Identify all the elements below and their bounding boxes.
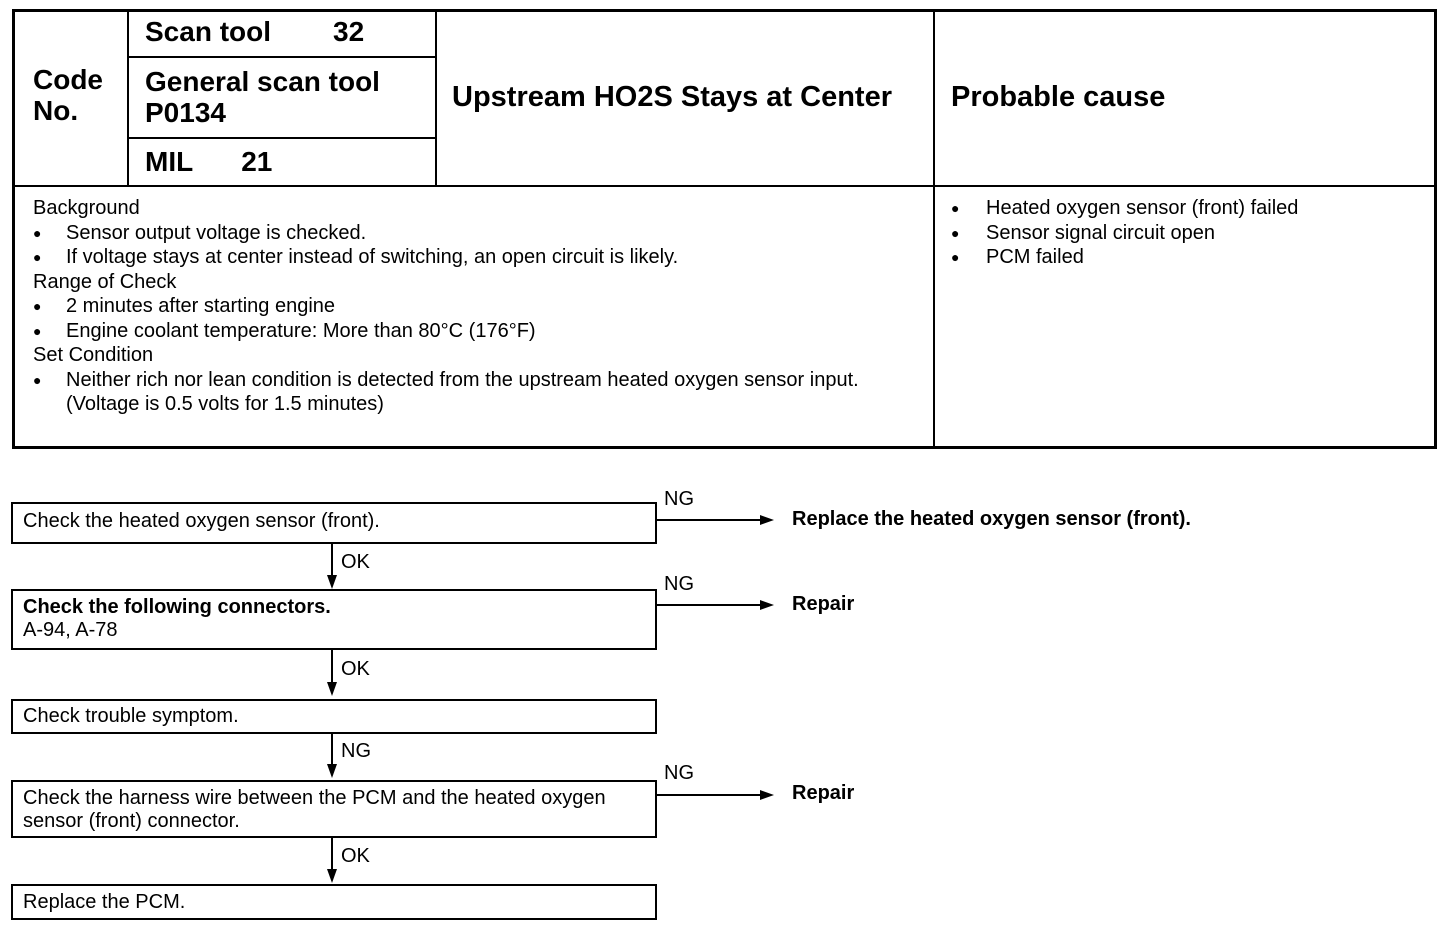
flow-ok-label: OK [341, 658, 370, 680]
mil-code: 21 [241, 146, 273, 177]
arrow-down-icon [327, 575, 337, 589]
flow-step-1 [11, 502, 657, 544]
flow-ng-label: NG [664, 762, 694, 784]
connector-line [331, 544, 333, 575]
divider [435, 10, 437, 187]
flow-step-subtext: sensor (front) connector. [23, 810, 240, 832]
range-of-check-heading: Range of Check [33, 270, 177, 293]
flow-step-2 [11, 589, 657, 650]
scan-tool-code: 32 [333, 16, 365, 47]
flow-ok-label: OK [341, 845, 370, 867]
mil-cell [145, 146, 272, 177]
divider [13, 185, 1435, 187]
set-condition-continuation: (Voltage is 0.5 volts for 1.5 minutes) [66, 393, 384, 415]
list-item: ● Sensor signal circuit open [951, 221, 1421, 246]
connector-line [657, 519, 760, 521]
scan-tool-label: Scan tool [145, 16, 272, 47]
flow-step-4 [11, 780, 657, 838]
flow-step-subtext: A-94, A-78 [23, 619, 118, 641]
dtc-description [33, 196, 923, 417]
general-scan-tool-code: P0134 [145, 97, 226, 128]
arrow-down-icon [327, 764, 337, 778]
probable-cause-list [951, 196, 1421, 270]
flow-step-text: Check the harness wire between the PCM and the heated oxygen [23, 787, 606, 809]
arrow-right-icon [760, 790, 774, 800]
set-condition-heading: Set Condition [33, 344, 154, 366]
arrow-right-icon [760, 515, 774, 525]
flow-step-text: Check trouble symptom. [23, 705, 239, 727]
probable-cause-heading: Probable cause [951, 81, 1166, 113]
flow-ng-label: NG [664, 573, 694, 595]
flow-step-text: Check the following connectors. [23, 596, 331, 618]
list-item: ● Engine coolant temperature: More than 80°C (176°F) [33, 319, 923, 344]
list-item: ● Heated oxygen sensor (front) failed [951, 196, 1421, 221]
flow-result: Repair [792, 782, 855, 804]
list-item: ● Sensor output voltage is checked. [33, 221, 923, 246]
arrow-down-icon [327, 682, 337, 696]
divider [127, 10, 129, 187]
arrow-right-icon [760, 600, 774, 610]
mil-label: MIL [145, 146, 194, 177]
list-item: ● PCM failed [951, 245, 1421, 270]
scan-tool-cell [145, 16, 364, 47]
general-scan-tool-cell [145, 66, 380, 128]
dtc-title: Upstream HO2S Stays at Center [452, 81, 892, 113]
connector-line [657, 794, 760, 796]
flow-ok-label: OK [341, 551, 370, 573]
list-item: ● 2 minutes after starting engine [33, 294, 923, 319]
divider [127, 137, 436, 139]
flow-ng-label: NG [664, 488, 694, 510]
divider [127, 56, 436, 58]
flow-step-text: Replace the PCM. [23, 891, 186, 913]
flow-step-3 [11, 699, 657, 734]
connector-line [657, 604, 760, 606]
flow-result: Replace the heated oxygen sensor (front). [792, 508, 1191, 530]
connector-line [331, 734, 333, 764]
flow-step-5 [11, 884, 657, 920]
arrow-down-icon [327, 869, 337, 883]
code-number-label: Code No. [33, 64, 103, 126]
flow-result: Repair [792, 593, 855, 615]
list-item: ● Neither rich nor lean condition is detected from the upstream heated oxygen sensor input. [33, 368, 923, 393]
divider [933, 10, 935, 448]
connector-line [331, 650, 333, 682]
flow-ng-label: NG [341, 740, 371, 762]
flow-step-text: Check the heated oxygen sensor (front). [23, 510, 380, 532]
background-heading: Background [33, 197, 140, 219]
connector-line [331, 838, 333, 869]
list-item: ● If voltage stays at center instead of switching, an open circuit is likely. [33, 245, 923, 270]
general-scan-tool-label: General scan tool [145, 66, 380, 97]
